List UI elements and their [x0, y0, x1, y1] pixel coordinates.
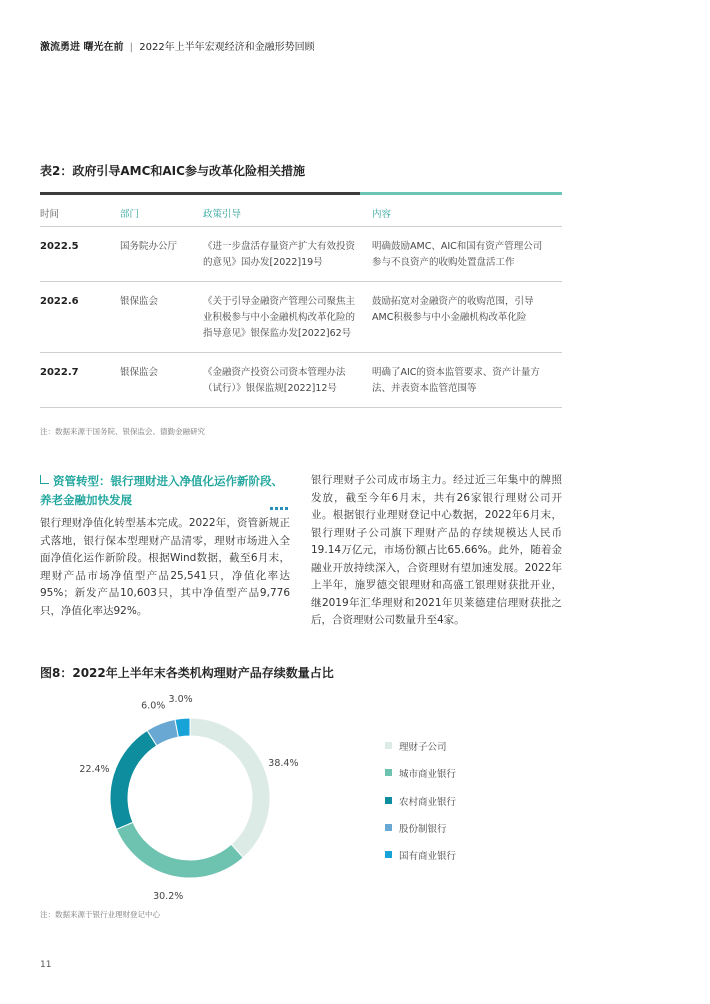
donut-slice-3 [110, 730, 157, 829]
legend-swatch-5 [385, 851, 392, 858]
legend-label-5: 国有商业银行 [399, 851, 457, 863]
section-heading-text: 资管转型：银行理财进入净值化运作新阶段、养老金融加快发展 [40, 474, 283, 507]
cell-date: 2022.7 [40, 353, 120, 408]
page-number: 11 [40, 960, 52, 970]
slice-value-label-3: 22.4% [79, 763, 110, 775]
cell-policy: 《关于引导金融资产管理公司聚焦主业积极参与中小金融机构改革化险的指导意见》银保监办发[2022]62号 [203, 282, 372, 353]
slice-value-label-4: 6.0% [141, 700, 166, 712]
cell-content: 明确鼓励AMC、AIC和国有资产管理公司参与不良资产的收购处置盘活工作 [372, 227, 562, 282]
chart-note: 注：数据来源于银行业理财登记中心 [40, 910, 160, 919]
cell-content: 鼓励拓宽对金融资产的收购范围，引导AMC积极参与中小金融机构改革化险 [372, 282, 562, 353]
header-separator: | [129, 42, 134, 53]
legend-label-4: 股份制银行 [399, 823, 447, 835]
right-paragraph: 银行理财子公司成市场主力。经过近三年集中的牌照发放，截至今年6月末，共有26家银行理财公司开业。根据银行业理财登记中心数据，2022年6月末，银行理财子公司旗下理财产品的存续规模达人民币19.14万亿元，市场份额占比65.66%。此外，随着金融业开放持续深入，合资理财有望加速发展。2022年上半年，施罗德交银理财和高盛工银理财获批开业，继2019年汇华理财和2021年贝莱德建信理财获批之后，合资理财公司数量升至4家。 [311, 474, 562, 626]
col-header-dept: 部门 [120, 209, 140, 220]
legend-label-2: 城市商业银行 [399, 769, 457, 781]
legend-label-1: 理财子公司 [399, 742, 447, 753]
slice-value-label-2: 30.2% [153, 891, 184, 903]
legend-swatch-2 [385, 769, 392, 776]
cell-content: 明确了AIC的资本监管要求、资产计量方法、并表资本监管范围等 [372, 353, 562, 408]
col-header-time: 时间 [40, 209, 60, 220]
legend-swatch-3 [385, 797, 392, 804]
donut-slice-2 [116, 822, 243, 878]
slice-value-label-5: 3.0% [168, 693, 193, 705]
cell-dept: 银保监会 [120, 353, 203, 408]
donut-slice-1 [190, 718, 270, 858]
cell-policy: 《金融资产投资公司资本管理办法（试行）》银保监规[2022]12号 [203, 353, 372, 408]
cell-date: 2022.6 [40, 282, 120, 353]
legend-label-3: 农村商业银行 [399, 796, 457, 808]
chart-title: 图8：2022年上半年末各类机构理财产品存续数量占比 [40, 666, 334, 680]
slice-value-label-1: 38.4% [268, 757, 299, 769]
col-header-policy: 政策引导 [203, 209, 242, 220]
legend-swatch-4 [385, 824, 392, 831]
header-title: 激流勇进 曙光在前 [40, 42, 124, 53]
cell-dept: 银保监会 [120, 282, 203, 353]
col-header-content: 内容 [372, 209, 392, 220]
table-title: 表2：政府引导AMC和AIC参与改革化险相关措施 [40, 164, 305, 178]
header-subtitle: 2022年上半年宏观经济和金融形势回顾 [139, 42, 315, 53]
left-paragraph: 银行理财净值化转型基本完成。2022年，资管新规正式落地，银行保本型理财产品清零，理财市场进入全面净值化运作新阶段。根据Wind数据，截至6月末，理财产品市场净值型产品25,541只，净值化率达95%；新发产品10,603只，其中净值型产品9,776只，净值化率达92%。 [40, 517, 290, 617]
table-note: 注：数据来源于国务院、银保监会、德勤金融研究 [40, 427, 205, 436]
cell-policy: 《进一步盘活存量资产扩大有效投资的意见》国办发[2022]19号 [203, 227, 372, 282]
cell-dept: 国务院办公厅 [120, 227, 203, 282]
cell-date: 2022.5 [40, 227, 120, 282]
legend-swatch-1 [385, 742, 392, 749]
